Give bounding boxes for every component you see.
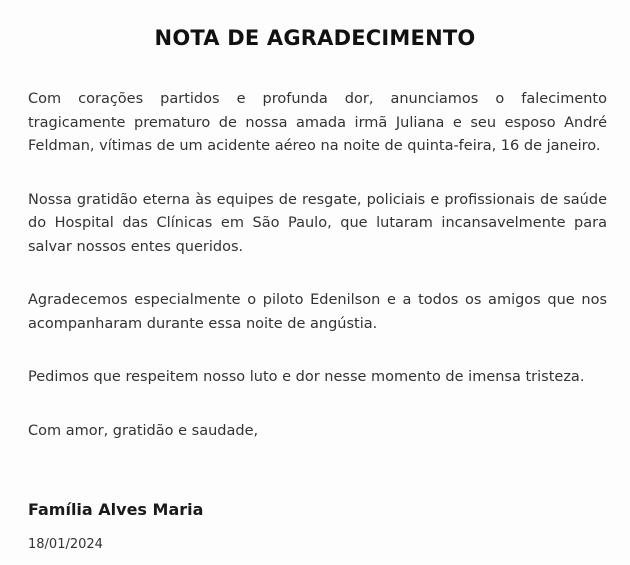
page-title: NOTA DE AGRADECIMENTO — [154, 26, 476, 50]
paragraph-3: Agradecemos especialmente o piloto Edenilson e a todos os amigos que nos acompanharam durante essa noite de angústia. — [28, 292, 607, 332]
signature-name: Família Alves Maria — [28, 500, 204, 519]
signature-date: 18/01/2024 — [28, 537, 103, 552]
paragraph-4: Pedimos que respeitem nosso luto e dor nesse momento de imensa tristeza. — [28, 369, 585, 385]
paragraph-1: Com corações partidos e profunda dor, anunciamos o falecimento tragicamente prematuro de nossa amada irmã Juliana e seu esposo André Feldman, vítimas de um acidente aéreo na noite de quinta-feira, 16 de janeiro. — [28, 91, 607, 154]
signature-block — [28, 500, 607, 553]
paragraph-2: Nossa gratidão eterna às equipes de resgate, policiais e profissionais de saúde do Hospital das Clínicas em São Paulo, que lutaram incansavelmente para salvar nossos entes queridos. — [28, 191, 607, 255]
closing-line: Com amor, gratidão e saudade, — [28, 422, 259, 439]
document-body — [28, 88, 607, 443]
